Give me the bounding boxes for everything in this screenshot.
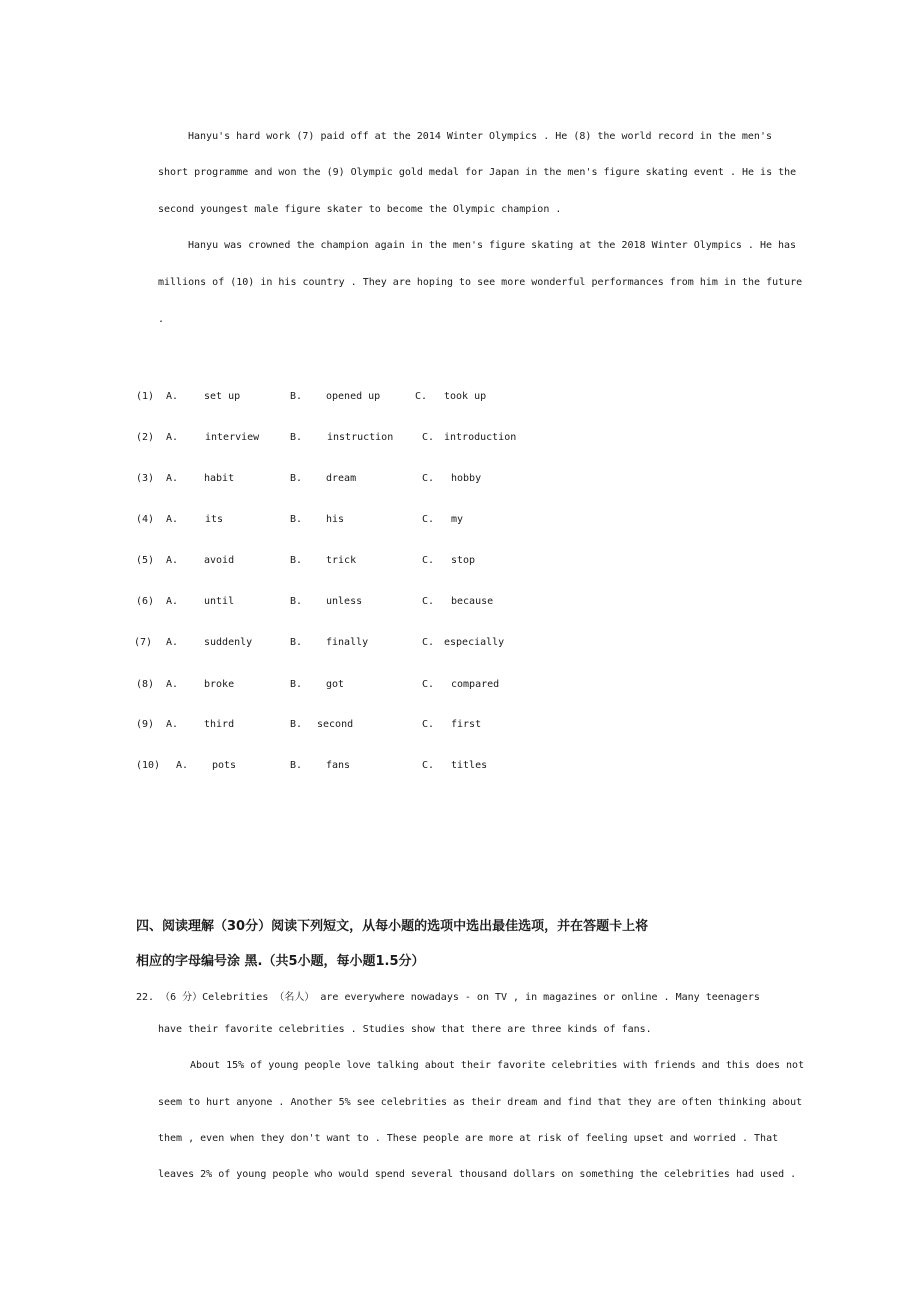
- option-b-label: B.: [290, 760, 303, 771]
- option-b-label: B.: [290, 391, 303, 402]
- option-b-label: B.: [290, 679, 303, 690]
- q22-line-3: About 15% of young people love talking about their favorite celebrities with friends and this does not: [190, 1060, 805, 1071]
- option-row-1: [136, 391, 556, 407]
- q22-line-2: have their favorite celebrities . Studies show that there are three kinds of fans.: [158, 1024, 652, 1035]
- option-a-label: A.: [166, 473, 179, 484]
- option-c-label: C.: [415, 391, 428, 402]
- option-row-2: [136, 432, 556, 448]
- option-c-text: titles: [451, 760, 488, 771]
- option-c-label: C.: [422, 679, 435, 690]
- option-number: (7): [134, 637, 153, 648]
- q22-line-1: 22. （6 分）Celebrities （名人） are everywhere nowadays - on TV , in magazines or online . Many teenagers: [136, 992, 760, 1003]
- option-c-label: C.: [422, 514, 435, 525]
- option-b-label: B.: [290, 596, 303, 607]
- passage1-line-4: Hanyu was crowned the champion again in the men's figure skating at the 2018 Winter Olympics . He has: [188, 240, 797, 251]
- option-number: (3): [136, 473, 155, 484]
- option-row-8: [136, 679, 556, 695]
- option-a-label: A.: [166, 637, 179, 648]
- option-a-text: avoid: [204, 555, 235, 566]
- option-c-label: C.: [422, 637, 435, 648]
- option-row-10: [136, 760, 556, 776]
- option-a-text: interview: [205, 432, 260, 443]
- option-number: (6): [136, 596, 155, 607]
- option-c-text: my: [451, 514, 464, 525]
- option-number: (4): [136, 514, 155, 525]
- option-row-9: [136, 719, 556, 735]
- option-b-label: B.: [290, 719, 303, 730]
- option-number: (1): [136, 391, 155, 402]
- option-a-label: A.: [166, 596, 179, 607]
- passage1-line-3: second youngest male figure skater to become the Olympic champion .: [158, 204, 562, 215]
- option-c-text: first: [451, 719, 482, 730]
- passage1-line-6: .: [158, 314, 165, 325]
- option-row-7: [136, 637, 556, 653]
- option-a-label: A.: [166, 555, 179, 566]
- passage1-line-2: short programme and won the (9) Olympic gold medal for Japan in the men's figure skating event . He is the: [158, 167, 797, 178]
- option-c-label: C.: [422, 760, 435, 771]
- option-c-label: C.: [422, 432, 435, 443]
- option-a-label: A.: [176, 760, 189, 771]
- option-a-text: pots: [212, 760, 237, 771]
- option-b-text: his: [326, 514, 345, 525]
- q22-line-5: them , even when they don't want to . These people are more at risk of feeling upset and worried . That: [158, 1133, 779, 1144]
- option-b-text: opened up: [326, 391, 381, 402]
- option-b-label: B.: [290, 637, 303, 648]
- option-a-label: A.: [166, 514, 179, 525]
- option-number: (10): [136, 760, 161, 771]
- option-b-text: instruction: [327, 432, 394, 443]
- option-a-text: suddenly: [204, 637, 253, 648]
- option-b-text: dream: [326, 473, 357, 484]
- option-c-text: because: [451, 596, 494, 607]
- section4-heading-line-2: 相应的字母编号涂 黑.（共5小题，每小题1.5分）: [136, 954, 425, 969]
- q22-line-6: leaves 2% of young people who would spend several thousand dollars on something the celebrities had used .: [158, 1169, 797, 1180]
- option-c-text: hobby: [451, 473, 482, 484]
- option-b-text: trick: [326, 555, 357, 566]
- option-a-text: third: [204, 719, 235, 730]
- passage1-line-5: millions of (10) in his country . They are hoping to see more wonderful performances from him in the future: [158, 277, 803, 288]
- option-c-text: stop: [451, 555, 476, 566]
- option-c-text: introduction: [444, 432, 517, 443]
- option-b-text: second: [317, 719, 354, 730]
- option-a-label: A.: [166, 432, 179, 443]
- q22-line-4: seem to hurt anyone . Another 5% see celebrities as their dream and find that they are often thinking about: [158, 1097, 803, 1108]
- option-a-label: A.: [166, 391, 179, 402]
- option-row-3: [136, 473, 556, 489]
- option-b-label: B.: [290, 514, 303, 525]
- option-a-text: its: [205, 514, 224, 525]
- option-number: (5): [136, 555, 155, 566]
- option-b-text: unless: [326, 596, 363, 607]
- option-c-label: C.: [422, 719, 435, 730]
- option-row-6: [136, 596, 556, 612]
- option-a-text: broke: [204, 679, 235, 690]
- option-number: (2): [136, 432, 155, 443]
- option-b-text: fans: [326, 760, 351, 771]
- section4-heading-line-1: 四、阅读理解（30分）阅读下列短文，从每小题的选项中选出最佳选项，并在答题卡上将: [136, 919, 649, 934]
- option-a-text: until: [204, 596, 235, 607]
- option-a-label: A.: [166, 719, 179, 730]
- option-number: (8): [136, 679, 155, 690]
- option-a-label: A.: [166, 679, 179, 690]
- option-c-text: especially: [444, 637, 505, 648]
- option-b-text: got: [326, 679, 345, 690]
- option-b-text: finally: [326, 637, 369, 648]
- option-b-label: B.: [290, 432, 303, 443]
- option-c-label: C.: [422, 473, 435, 484]
- option-c-label: C.: [422, 555, 435, 566]
- option-a-text: habit: [204, 473, 235, 484]
- option-c-text: compared: [451, 679, 500, 690]
- option-c-text: took up: [444, 391, 487, 402]
- option-c-label: C.: [422, 596, 435, 607]
- passage1-line-1: Hanyu's hard work (7) paid off at the 2014 Winter Olympics . He (8) the world record in the men's: [188, 131, 772, 142]
- option-b-label: B.: [290, 473, 303, 484]
- option-row-4: [136, 514, 556, 530]
- option-a-text: set up: [204, 391, 241, 402]
- option-number: (9): [136, 719, 155, 730]
- option-b-label: B.: [290, 555, 303, 566]
- option-row-5: [136, 555, 556, 571]
